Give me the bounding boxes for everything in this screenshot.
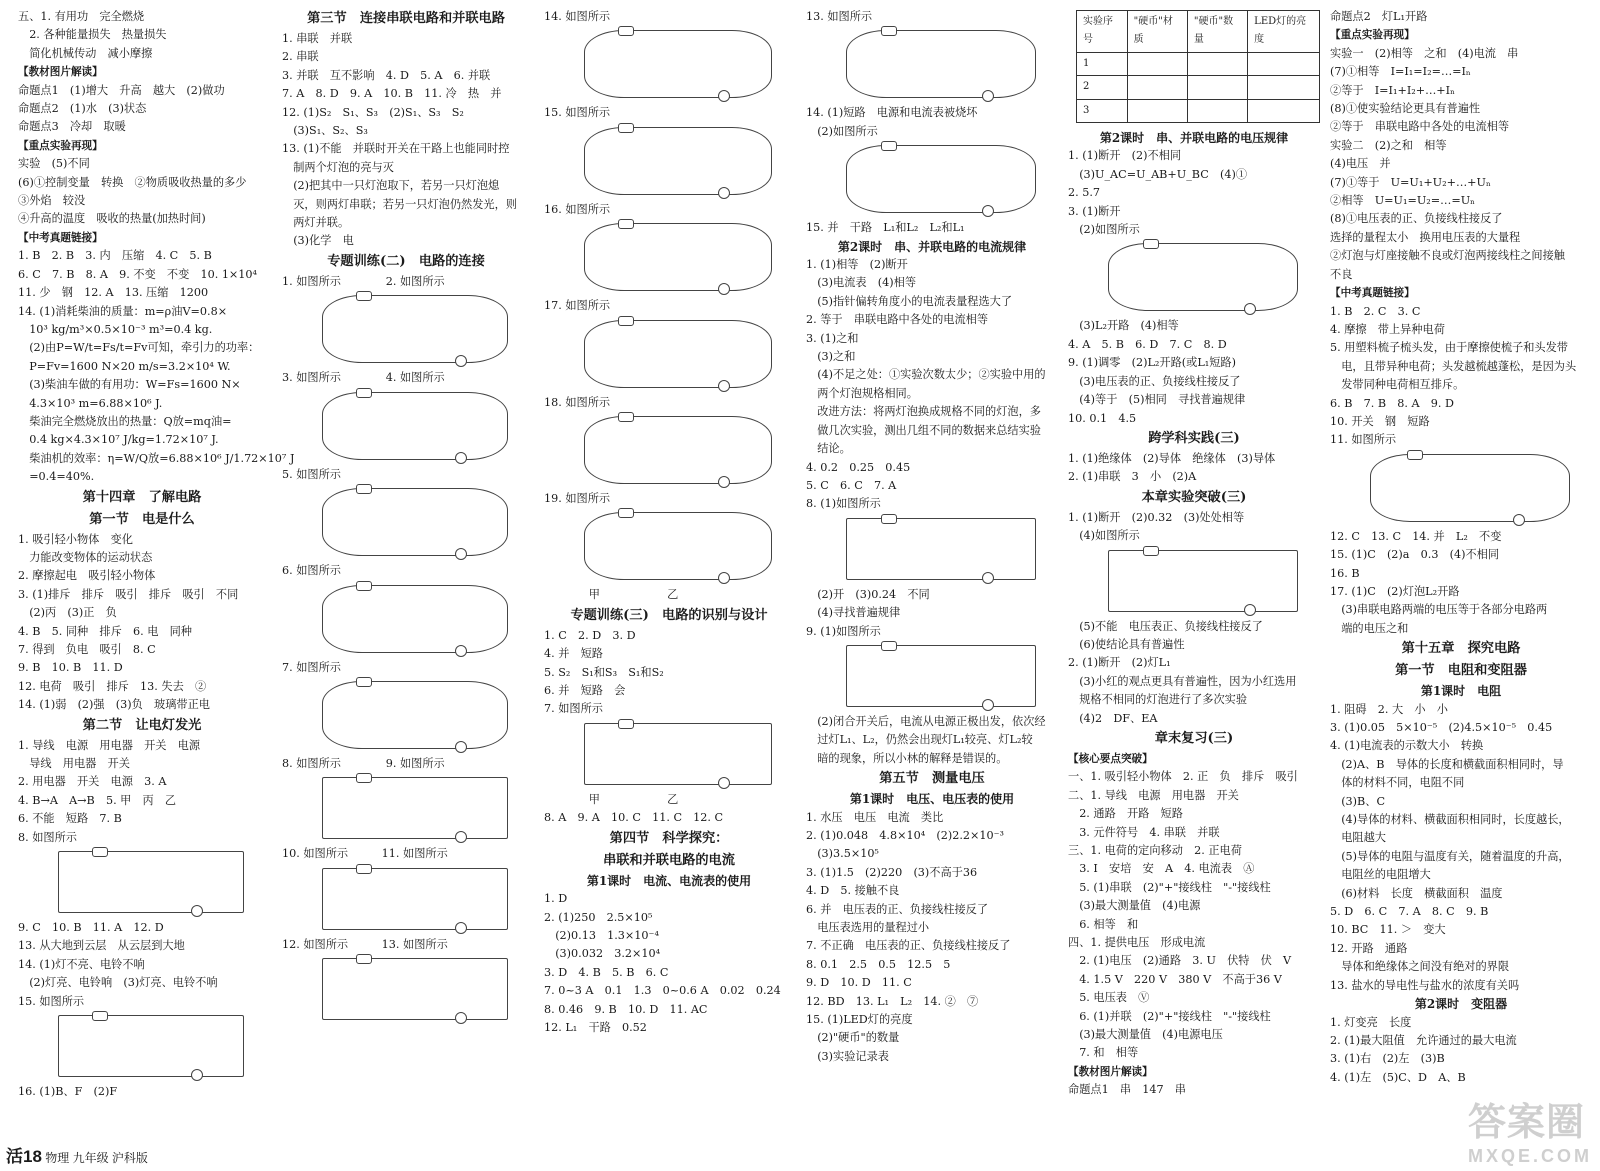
answer-line: 14. (1)灯不亮、电铃不响 (18, 957, 145, 971)
answer-line: 8. (1)如图所示 (806, 497, 881, 511)
answer-line: 2. (1)串联 3 小 (2)A (1068, 470, 1197, 484)
answer-line: (6)①控制变量 转换 ②物质吸收热量的多少 (18, 175, 247, 189)
answer-line: 17. (1)C (2)灯泡L₂开路 (1330, 584, 1460, 598)
answer-line: 2. 用电器 开关 电源 3. A (18, 775, 167, 789)
answer-line: (2)由P=W/t=Fs/t=Fv可知，牵引力的功率： (18, 341, 260, 355)
column-1 (18, 8, 295, 1102)
section-heading: 第一节 电是什么 (89, 511, 195, 527)
answer-line: (3)B、C (1330, 794, 1386, 808)
answer-line: 16. (1)B、F (2)F (18, 1085, 118, 1099)
answer-line: 3. 并联 互不影响 4. D 5. A 6. 并联 (282, 68, 491, 82)
answer-line: 五、1. 有用功 完全燃烧 (18, 10, 145, 23)
circuit-diagram (1108, 243, 1298, 311)
answer-line: (4)2 DF、EA (1068, 711, 1158, 725)
answer-line: 5. 电压表 Ⓥ (1068, 991, 1150, 1005)
answer-line: (2)灯亮、电铃响 (3)灯亮、电铃不响 (18, 976, 218, 990)
answer-line: 4. (1)左 (5)C、D A、B (1330, 1070, 1466, 1084)
answer-line: 5. D 6. C 7. A 8. C 9. B (1330, 905, 1489, 919)
answer-line: 2. 等于 串联电路中各处的电流相等 (806, 313, 989, 327)
answer-line: 15. (1)LED灯的亮度 (806, 1013, 913, 1027)
answer-line: (3)3.5×10⁵ (806, 847, 879, 861)
section-tag: 【重点实验再现】 (1330, 29, 1415, 42)
answer-line: 2. (1)0.048 4.8×10⁴ (2)2.2×10⁻³ (806, 828, 1005, 842)
circuit-diagram (584, 223, 772, 291)
circuit-diagram (322, 392, 508, 460)
lesson-heading: 第2课时 变阻器 (1414, 997, 1508, 1012)
answer-line: 电压表选用的量程过小 (806, 921, 930, 934)
lesson-heading: 第1课时 电阻 (1420, 684, 1502, 699)
answer-line: 5. (1)串联 (2)"+"接线柱 "-"接线柱 (1068, 880, 1271, 894)
section-heading: 第十五章 探究电路 (1401, 641, 1521, 657)
answer-line: (3)串联电路两端的电压等于各部分电路两 (1330, 603, 1548, 617)
section-tag: 【重点实验再现】 (18, 139, 103, 152)
answer-line: 导体和绝缘体之间没有绝对的界限 (1330, 960, 1510, 974)
answer-line: 改进方法：将两灯泡换成规格不同的灯泡，多 (806, 405, 1041, 419)
answer-line: 2. (1)250 2.5×10⁵ (544, 910, 653, 924)
answer-line: (5)导体的电阻与温度有关，随着温度的升高， (1330, 849, 1570, 863)
answer-line: 电阻越大 (1330, 831, 1386, 845)
section-heading: 第四节 科学探究： (609, 830, 729, 846)
answer-line: ③外焰 较没 (18, 194, 86, 208)
answer-line: (3)柴油车做的有用功：W=Fs=1600 N× (18, 378, 241, 392)
answer-line: 7. 如图所示 (282, 660, 341, 674)
answer-line: 7. 得到 负电 吸引 8. C (18, 643, 156, 656)
answer-line: 10. 开关 钢 短路 (1330, 414, 1430, 428)
circuit-diagram (846, 518, 1036, 580)
book-meta: 物理 九年级 沪科版 (45, 1151, 148, 1165)
answer-line: 4. 摩擦 带上异种电荷 (1330, 322, 1445, 336)
section-tag: 【中考真题链接】 (1330, 287, 1415, 300)
answer-line: 二、1. 导线 电源 用电器 开关 (1068, 788, 1239, 802)
answer-line: (3)电压表的正、负接线柱接反了 (1068, 374, 1241, 388)
answer-line: (3)之和 (806, 350, 856, 364)
answer-line: 12. C 13. C 14. 并 L₂ 不变 (1330, 529, 1502, 543)
circuit-diagram (846, 30, 1036, 98)
answer-line: (6)使结论具有普遍性 (1068, 637, 1185, 651)
answer-line: 简化机械传动 减小摩擦 (18, 46, 153, 60)
answer-line: 6. C 7. B 8. A 9. 不变 不变 10. 1×10⁴ (18, 267, 258, 281)
circuit-diagram (322, 585, 508, 653)
lesson-heading: 第1课时 电流、电流表的使用 (586, 873, 752, 888)
section-heading: 第一节 电阻和变阻器 (1395, 663, 1527, 679)
answer-line: (3)S₁、S₂、S₃ (282, 124, 368, 138)
answer-line: 实验一 (2)相等 之和 (4)电流 串 (1330, 46, 1519, 60)
answer-line: 7. 和 相等 (1068, 1046, 1139, 1060)
section-heading: 第十四章 了解电路 (82, 489, 202, 505)
answer-line: (3)L₂开路 (4)相等 (1068, 319, 1179, 333)
answer-line: 2. (1)最大阻值 允许通过的最大电流 (1330, 1033, 1517, 1047)
answer-line: 8. 0.46 9. B 10. D 11. AC (544, 1002, 708, 1016)
table-cell: 2 (1077, 76, 1128, 99)
answer-line: 5. S₂ S₁和S₃ S₁和S₂ (544, 665, 664, 679)
answer-line: 6. (1)并联 (2)"+"接线柱 "-"接线柱 (1068, 1009, 1271, 1023)
answer-line: 端的电压之和 (1330, 621, 1409, 635)
answer-line: 9. B 10. B 11. D (18, 661, 123, 675)
circuit-diagram (322, 777, 508, 839)
answer-line: 1. (1)断开 (2)不相同 (1068, 149, 1182, 163)
section-heading: 第三节 连接串联电路和并联电路 (307, 11, 505, 26)
answer-line: 12. 如图所示 13. 如图所示 (282, 937, 448, 951)
column-2 (282, 8, 530, 1026)
answer-line: 11. 如图所示 (1330, 433, 1397, 447)
answer-line: 1. (1)绝缘体 (2)导体 绝缘体 (3)导体 (1068, 451, 1276, 465)
answer-line: (7)①等于 U=U₁+U₂+…+Uₙ (1330, 175, 1491, 189)
section-tag: 【核心要点突破】 (1068, 752, 1153, 765)
column-4 (806, 8, 1058, 1066)
answer-line: 7. 如图所示 (544, 702, 603, 716)
answer-line: 两灯并联。 (282, 216, 350, 230)
answer-line: 命题点2 (1)水 (3)状态 (18, 102, 147, 116)
answer-line: (3)最大测量值 (4)电源 (1068, 899, 1201, 913)
answer-line: 选择的量程太小 换用电压表的大量程 (1330, 230, 1521, 244)
answer-line: 1. (1)相等 (2)断开 (806, 258, 908, 272)
table-cell (1248, 76, 1320, 99)
answer-line: 14. (1)弱 (2)强 (3)负 玻璃带正电 (18, 698, 210, 712)
section-tag: 【教材图片解读】 (1068, 1065, 1153, 1078)
answer-line: 8. 如图所示 9. 如图所示 (282, 756, 445, 770)
answer-line: (6)材料 长度 横截面积 温度 (1330, 886, 1503, 900)
answer-line: =0.4=40%. (18, 470, 95, 484)
answer-line: 命题点1 串 147 串 (1068, 1083, 1186, 1097)
watermark-brand: 答案圈 (1467, 1102, 1585, 1144)
answer-line: (4)不足之处：①实验次数太少；②实验中用的 (806, 368, 1046, 382)
answer-line: ②等于 串联电路中各处的电流相等 (1330, 120, 1510, 134)
answer-line: 3. 如图所示 4. 如图所示 (282, 371, 445, 385)
table-header-cell: "硬币"材质 (1127, 11, 1187, 53)
circuit-diagram (584, 30, 772, 98)
answer-line: 命题点3 冷却 取暖 (18, 120, 126, 134)
answer-line: 1. 灯变亮 长度 (1330, 1015, 1412, 1029)
answer-line: (3)电流表 (4)相等 (806, 276, 917, 290)
answer-line: 0.4 kg×4.3×10⁷ J/kg=1.72×10⁷ J. (18, 433, 219, 447)
answer-line: 两个灯泡规格相同。 (806, 386, 918, 400)
table-row (1077, 99, 1320, 122)
answer-line: (8)①使实验结论更具有普遍性 (1330, 102, 1481, 116)
section-heading: 专题训练(二) 电路的连接 (327, 253, 485, 269)
answer-line: (3)小红的观点更具有普遍性，因为小红选用 (1068, 674, 1297, 688)
answer-line: 3. I 安培 安 A 4. 电流表 Ⓐ (1068, 862, 1255, 876)
answer-line: (3)0.032 3.2×10⁴ (544, 947, 661, 961)
answer-line: 力能改变物体的运动状态 (18, 550, 153, 564)
answer-line: 3. (1)之和 (806, 331, 859, 345)
answer-line: (2)A、B 导体的长度和横截面积相同时，导 (1330, 757, 1564, 771)
answer-line: 1. B 2. B 3. 内 压缩 4. C 5. B (18, 249, 212, 263)
answer-line: (3)U_AC=U_AB+U_BC (4)① (1068, 167, 1248, 181)
answer-line: (2)把其中一只灯泡取下，若另一只灯泡熄 (282, 179, 500, 193)
table-cell (1248, 52, 1320, 75)
section-heading: 第二节 让电灯发光 (82, 717, 202, 733)
answer-line: 结论。 (806, 442, 851, 456)
circuit-diagram (322, 868, 508, 930)
answer-line: 8. 0.1 2.5 0.5 12.5 5 (806, 957, 951, 971)
circuit-diagram (584, 320, 772, 388)
circuit-diagram (584, 127, 772, 195)
answer-line: 4. 1.5 V 220 V 380 V 不高于36 V (1068, 972, 1282, 986)
answer-line: (4)如图所示 (1068, 529, 1140, 543)
answer-line: 12. (1)S₂ S₁、S₃ (2)S₁、S₃ S₂ (282, 105, 464, 119)
answer-line: 19. 如图所示 (544, 492, 611, 506)
answer-line: 14. (1)消耗柴油的质量：m=ρ油V=0.8× (18, 304, 228, 318)
answer-line: 10. BC 11. ＞ 变大 (1330, 923, 1446, 937)
answer-line: 实验 (5)不同 (18, 157, 90, 171)
answer-line: 12. L₁ 干路 0.52 (544, 1020, 647, 1034)
answer-line: ②等于 I=I₁+I₂+…+Iₙ (1330, 83, 1455, 97)
answer-line: 1. 导线 电源 用电器 开关 电源 (18, 738, 201, 752)
answer-line: 制两个灯泡的亮与灭 (282, 160, 394, 174)
answer-line: 13. 如图所示 (806, 10, 873, 23)
section-tag: 【中考真题链接】 (18, 231, 103, 244)
answer-line: 16. 如图所示 (544, 202, 611, 216)
answer-line: 3. 元件符号 4. 串联 并联 (1068, 825, 1220, 839)
answer-line: 体的材料不同，电阻不同 (1330, 776, 1465, 790)
answer-line: 5. 用塑料梳子梳头发，由于摩擦使梳子和头发带 (1330, 341, 1568, 355)
answer-line: 四、1. 提供电压 形成电流 (1068, 936, 1206, 950)
answer-line: (4)导体的材料、横截面积相同时，长度越长， (1330, 813, 1570, 827)
circuit-diagram (322, 681, 508, 749)
answer-line: 做几次实验，测出几组不同的数据来总结实验 (806, 423, 1041, 437)
circuit-diagram (58, 1015, 244, 1077)
answer-line: 一、1. 吸引轻小物体 2. 正 负 排斥 吸引 (1068, 770, 1298, 784)
table-cell (1127, 76, 1187, 99)
answer-line: 10³ kg/m³×0.5×10⁻³ m³=0.4 kg. (18, 322, 213, 336)
answer-line: 8. 如图所示 (18, 830, 77, 844)
answer-line: (7)①相等 I=I₁=I₂=…=Iₙ (1330, 65, 1471, 79)
answer-line: 15. 如图所示 (18, 994, 85, 1008)
answer-line: 命题点2 灯L₁开路 (1330, 10, 1428, 23)
table-cell (1187, 99, 1247, 122)
answer-line: 9. (1)调零 (2)L₂开路(或L₁短路) (1068, 356, 1236, 370)
answer-line: 4. A 5. B 6. D 7. C 8. D (1068, 337, 1227, 351)
answer-line: 灭，则两灯串联；若另一只灯泡仍然发光，则 (282, 197, 517, 211)
answer-line: 1. B 2. C 3. C (1330, 304, 1421, 318)
answer-line: 2. 通路 开路 短路 (1068, 807, 1183, 821)
circuit-diagram (846, 145, 1036, 213)
circuit-diagram (322, 958, 508, 1020)
circuit-diagram (584, 512, 772, 580)
answer-line: 柴油完全燃烧放出的热量：Q放=mq油= (18, 414, 232, 428)
answer-line: 12. BD 13. L₁ L₂ 14. ② ⑦ (806, 994, 979, 1008)
table-cell (1127, 52, 1187, 75)
answer-line: 15. 并 干路 L₁和L₂ L₂和L₁ (806, 221, 965, 235)
answer-line: 5. 如图所示 (282, 467, 341, 481)
answer-line: 1. 水压 电压 电流 类比 (806, 810, 944, 824)
answer-line: (2)"硬币"的数量 (806, 1031, 900, 1045)
answer-line: ②灯泡与灯座接触不良或灯泡两接线柱之间接触 (1330, 249, 1565, 263)
table-row (1077, 76, 1320, 99)
watermark-logo (1468, 1091, 1592, 1167)
answer-line: 规格不相同的灯泡进行了多次实验 (1068, 693, 1248, 707)
section-heading: 跨学科实践(三) (1148, 430, 1240, 446)
answer-line: 2. 各种能量损失 热量损失 (18, 28, 167, 42)
answer-line: 甲 乙 (544, 792, 679, 806)
answer-line: 11. 少 钢 12. A 13. 压缩 1200 (18, 286, 209, 300)
answer-line: 3. (1)0.05 5×10⁻⁵ (2)4.5×10⁻⁵ 0.45 (1330, 721, 1553, 734)
answer-line: 10. 0.1 4.5 (1068, 411, 1137, 425)
circuit-diagram (584, 723, 772, 785)
answer-line: 1. D (544, 892, 568, 906)
answer-line: 1. 如图所示 2. 如图所示 (282, 274, 445, 288)
answer-line: 6. 并 短路 会 (544, 684, 626, 698)
section-heading: 章末复习(三) (1154, 730, 1234, 746)
answer-line: 4. 0.2 0.25 0.45 (806, 460, 911, 474)
answer-line: 7. 0~3 A 0.1 1.3 0~0.6 A 0.02 0.24 (544, 984, 781, 998)
circuit-diagram (1370, 454, 1570, 522)
answer-line: 18. 如图所示 (544, 395, 611, 409)
answer-line: (4)等于 (5)相同 寻找普遍规律 (1068, 393, 1246, 407)
answer-line: 16. B (1330, 566, 1360, 580)
answer-line: 4. (1)电流表的示数大小 转换 (1330, 739, 1484, 753)
answer-line: 发带同种电荷相互排斥。 (1330, 378, 1465, 392)
table-cell (1187, 76, 1247, 99)
answer-line: 不良 (1330, 267, 1353, 281)
table-cell (1127, 99, 1187, 122)
answer-line: 4. B 5. 同种 排斥 6. 电 同种 (18, 624, 192, 638)
answer-line: 14. 如图所示 (544, 10, 611, 23)
section-heading: 专题训练(三) 电路的识别与设计 (570, 607, 768, 623)
column-3 (544, 8, 794, 1037)
circuit-diagram (322, 295, 508, 363)
answer-line: 三、1. 电荷的定向移动 2. 正电荷 (1068, 844, 1242, 857)
answer-line: 过灯L₁、L₂，仍然会出现灯L₁较亮、灯L₂较 (806, 733, 1033, 747)
answer-line: 6. B 7. B 8. A 9. D (1330, 396, 1454, 410)
lesson-heading: 第2课时 串、并联电路的电流规律 (837, 239, 1027, 254)
answer-line: 2. 串联 (282, 50, 319, 64)
answer-line: 17. 如图所示 (544, 299, 611, 313)
answer-line: 4. D 5. 接触不良 (806, 884, 900, 898)
section-heading: 串联和并联电路的电流 (603, 852, 735, 868)
answer-line: (2)丙 (3)正 负 (18, 606, 117, 620)
circuit-diagram (58, 851, 244, 913)
answer-line: (2)开 (3)0.24 不同 (806, 587, 930, 601)
answer-line: 1. (1)断开 (2)0.32 (3)处处相等 (1068, 510, 1245, 524)
answer-line: 2. (1)电压 (2)通路 3. U 伏特 伏 V (1068, 954, 1292, 968)
table-cell: 1 (1077, 52, 1128, 75)
answer-line: 3. (1)排斥 排斥 吸引 排斥 吸引 不同 (18, 587, 239, 601)
answer-line: 13. 盐水的导电性与盐水的浓度有关吗 (1330, 978, 1520, 992)
answer-line: 甲 乙 (544, 588, 679, 602)
answer-line: 9. C 10. B 11. A 12. D (18, 921, 164, 935)
answer-line: 3. (1)1.5 (2)220 (3)不高于36 (806, 865, 978, 879)
answer-line: 12. 电荷 吸引 排斥 13. 失去 ② (18, 679, 207, 693)
answer-line: 实验二 (2)之和 相等 (1330, 138, 1447, 152)
circuit-diagram (584, 416, 772, 484)
lesson-heading: 第1课时 电压、电压表的使用 (849, 792, 1015, 807)
answer-line: 15. 如图所示 (544, 106, 611, 120)
circuit-diagram (322, 488, 508, 556)
answer-line: 导线 用电器 开关 (18, 757, 130, 771)
answer-line: 4. 并 短路 (544, 647, 603, 661)
table-cell: 3 (1077, 99, 1128, 122)
answer-line: 9. D 10. D 11. C (806, 976, 912, 990)
page-label: 活18 (6, 1147, 42, 1166)
table-header-cell: LED灯的亮度 (1248, 11, 1320, 53)
answer-line: (2)如图所示 (806, 124, 878, 138)
table-cell (1187, 52, 1247, 75)
answer-line: 3. (1)断开 (1068, 204, 1121, 218)
answer-line: (3)实验记录表 (806, 1049, 889, 1063)
lesson-heading: 第2课时 串、并联电路的电压规律 (1099, 131, 1289, 146)
answer-line: 2. (1)断开 (2)灯L₁ (1068, 656, 1171, 670)
answer-line: 3. D 4. B 5. B 6. C (544, 965, 669, 979)
answer-line: (8)①电压表的正、负接线柱接反了 (1330, 212, 1503, 226)
answer-line: 4.3×10³ m=6.88×10⁶ J. (18, 396, 163, 410)
answer-line: (5)不能 电压表正、负接线柱接反了 (1068, 619, 1263, 633)
answer-line: 14. (1)短路 电源和电流表被烧坏 (806, 106, 978, 120)
answer-line: 命题点1 (1)增大 升高 越大 (2)做功 (18, 83, 225, 97)
answer-line: (2)闭合开关后，电流从电源正极出发，依次经 (806, 714, 1046, 728)
answer-line: ②相等 U=U₁=U₂=…=Uₙ (1330, 194, 1475, 208)
answer-line: 13. 从大地到云层 从云层到大地 (18, 939, 185, 953)
answer-line: 2. 摩擦起电 吸引轻小物体 (18, 569, 156, 583)
answer-line: 5. C 6. C 7. A (806, 478, 897, 492)
answer-line: (3)化学 电 (282, 234, 354, 248)
answer-line: 6. 不能 短路 7. B (18, 812, 122, 826)
table-cell (1248, 99, 1320, 122)
answer-line: 1. 串联 并联 (282, 32, 353, 45)
answer-line: 8. A 9. A 10. C 11. C 12. C (544, 811, 724, 825)
answer-line: 7. 不正确 电压表的正、负接线柱接反了 (806, 939, 1011, 953)
answer-line: 3. (1)右 (2)左 (3)B (1330, 1052, 1445, 1066)
answer-line: 2. 5.7 (1068, 186, 1101, 200)
answer-line: 12. 开路 通路 (1330, 941, 1408, 955)
table-header-cell: "硬币"数量 (1187, 11, 1247, 53)
answer-line: 4. B→A A→B 5. 甲 丙 乙 (18, 793, 177, 807)
answer-line: 电，且带异种电荷；头发越梳越蓬松，是因为头 (1330, 359, 1577, 373)
table-header-cell: 实验序号 (1077, 11, 1128, 53)
answer-line: P=Fv=1600 N×20 m/s=3.2×10⁴ W. (18, 359, 231, 373)
circuit-diagram (1108, 550, 1298, 612)
answer-line: 13. (1)不能 并联时开关在干路上也能同时控 (282, 142, 510, 156)
answer-line: 10. 如图所示 11. 如图所示 (282, 847, 448, 861)
section-heading: 本章实验突破(三) (1141, 489, 1247, 505)
section-heading: 第五节 测量电压 (879, 771, 985, 787)
answer-line: (2)0.13 1.3×10⁻⁴ (544, 928, 659, 942)
record-table (1076, 10, 1320, 123)
answer-line: 电阻丝的电阻增大 (1330, 868, 1431, 882)
answer-line: ④升高的温度 吸收的热量(加热时间) (18, 212, 206, 226)
answer-line: 6. 并 电压表的正、负接线柱接反了 (806, 902, 989, 916)
answer-line: (3)最大测量值 (4)电源电压 (1068, 1028, 1223, 1042)
answer-line: 暗的现象，所以小林的解释是错误的。 (806, 751, 1008, 765)
answer-line: 6. 如图所示 (282, 564, 341, 578)
answer-line: (4)寻找普遍规律 (806, 606, 901, 620)
column-5 (1068, 8, 1320, 1100)
circuit-diagram (846, 645, 1036, 707)
page-footer (6, 1142, 148, 1167)
answer-line: (5)指针偏转角度小的电流表量程选大了 (806, 294, 1013, 308)
answer-line: 1. 阻碍 2. 大 小 小 (1330, 702, 1448, 716)
table-row (1077, 52, 1320, 75)
answer-line: (2)如图所示 (1068, 223, 1140, 237)
answer-line: 15. (1)C (2)a 0.3 (4)不相同 (1330, 548, 1500, 562)
answer-line: 9. (1)如图所示 (806, 624, 881, 638)
answer-line: 1. 吸引轻小物体 变化 (18, 532, 133, 546)
answer-line: 6. 相等 和 (1068, 917, 1139, 931)
column-6 (1330, 8, 1592, 1087)
answer-line: (4)电压 并 (1330, 157, 1391, 171)
section-tag: 【教材图片解读】 (18, 66, 103, 79)
answer-line: 1. C 2. D 3. D (544, 628, 636, 642)
answer-line: 7. A 8. D 9. A 10. B 11. 冷 热 并 (282, 87, 502, 101)
answer-line: 柴油机的效率：η=W/Q放=6.88×10⁶ J/1.72×10⁷ J (18, 451, 295, 465)
watermark-domain: MXQE.COM (1467, 1146, 1592, 1166)
